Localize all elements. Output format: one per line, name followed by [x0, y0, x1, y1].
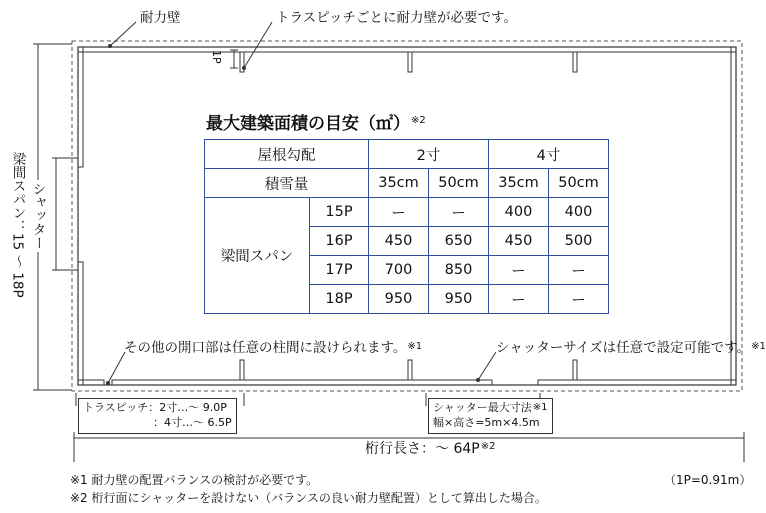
- length-dimension-label: 桁行長さ：～ $64P^{※2}$: [365, 441, 496, 457]
- span-cell: 15P: [310, 198, 369, 227]
- bottom-wall-segment: [538, 380, 736, 385]
- pitch-2-header: 2寸: [369, 140, 489, 169]
- truss-post: [573, 360, 577, 380]
- snow-col-header: 50cm: [429, 169, 489, 198]
- bearing-wall-label: 耐力壁: [140, 10, 181, 26]
- roof-pitch-header: 屋根勾配: [205, 140, 369, 169]
- area-cell: 400: [549, 198, 609, 227]
- shutter-max-line1: シャッター最大寸法※1: [433, 401, 548, 414]
- span-cell: 17P: [310, 256, 369, 285]
- span-row-label: 梁間スパン: [205, 198, 310, 314]
- truss-post: [573, 52, 577, 72]
- area-cell: 400: [489, 198, 549, 227]
- span-cell: 16P: [310, 227, 369, 256]
- bottom-wall-segment: [112, 380, 492, 385]
- truss-note-label: トラスピッチごとに耐力壁が必要です。: [276, 10, 517, 26]
- max-building-area-table: [204, 139, 609, 314]
- snow-col-header: 35cm: [369, 169, 429, 198]
- span-cell: 18P: [310, 285, 369, 314]
- shutter-max-line2: 幅×高さ=5m×4.5m: [433, 415, 540, 429]
- truss-pitch-line2: ：4寸…～ 6.5P: [153, 415, 232, 429]
- table-title: 最大建築面積の目安（㎡）$^{※2}$: [206, 114, 426, 134]
- truss-post: [408, 360, 412, 380]
- footnote-1: ※1 耐力壁の配置バランスの検討が必要です。: [70, 473, 319, 487]
- area-cell: 450: [489, 227, 549, 256]
- footnote-2: ※2 桁行面にシャッターを設けない（バランスの良い耐力壁配置）として算出した場合。: [70, 491, 547, 505]
- area-cell: ー: [429, 198, 489, 227]
- snow-col-header: 50cm: [549, 169, 609, 198]
- shutter-dimension-label: シャッター: [29, 182, 46, 250]
- pitch-1p-label: 1P: [210, 50, 223, 64]
- area-cell: ー: [549, 285, 609, 314]
- truss-pitch-box: [78, 398, 237, 434]
- area-cell: 500: [549, 227, 609, 256]
- truss-post: [408, 52, 412, 72]
- truss-pitch-line1: トラスピッチ：2寸…～ 9.0P: [83, 401, 227, 414]
- area-cell: 450: [369, 227, 429, 256]
- area-cell: 650: [429, 227, 489, 256]
- area-cell: 950: [369, 285, 429, 314]
- area-cell: 700: [369, 256, 429, 285]
- other-openings-label: その他の開口部は任意の柱間に設けられます。$^{※1}$: [124, 340, 423, 356]
- area-cell: ー: [489, 256, 549, 285]
- pitch-4-header: 4寸: [489, 140, 609, 169]
- bottom-wall-segment: [78, 380, 104, 385]
- shutter-max-box: [428, 398, 553, 434]
- snow-load-header: 積雪量: [205, 169, 369, 198]
- area-cell: 950: [429, 285, 489, 314]
- top-wall-band: [78, 47, 736, 52]
- area-cell: ー: [549, 256, 609, 285]
- truss-post: [240, 360, 244, 380]
- unit-note: （1P=0.91m）: [664, 473, 752, 487]
- area-cell: ー: [369, 198, 429, 227]
- shutter-size-label: シャッターサイズは任意で設定可能です。$^{※1}$: [496, 340, 766, 356]
- area-cell: ー: [489, 285, 549, 314]
- right-wall: [731, 47, 736, 385]
- left-wall-segment: [78, 262, 83, 385]
- table-row: [205, 198, 609, 227]
- left-wall-segment: [78, 47, 83, 167]
- area-cell: 850: [429, 256, 489, 285]
- span-dimension-label: 梁間スパン：15 ～ 18P: [9, 152, 26, 298]
- snow-col-header: 35cm: [489, 169, 549, 198]
